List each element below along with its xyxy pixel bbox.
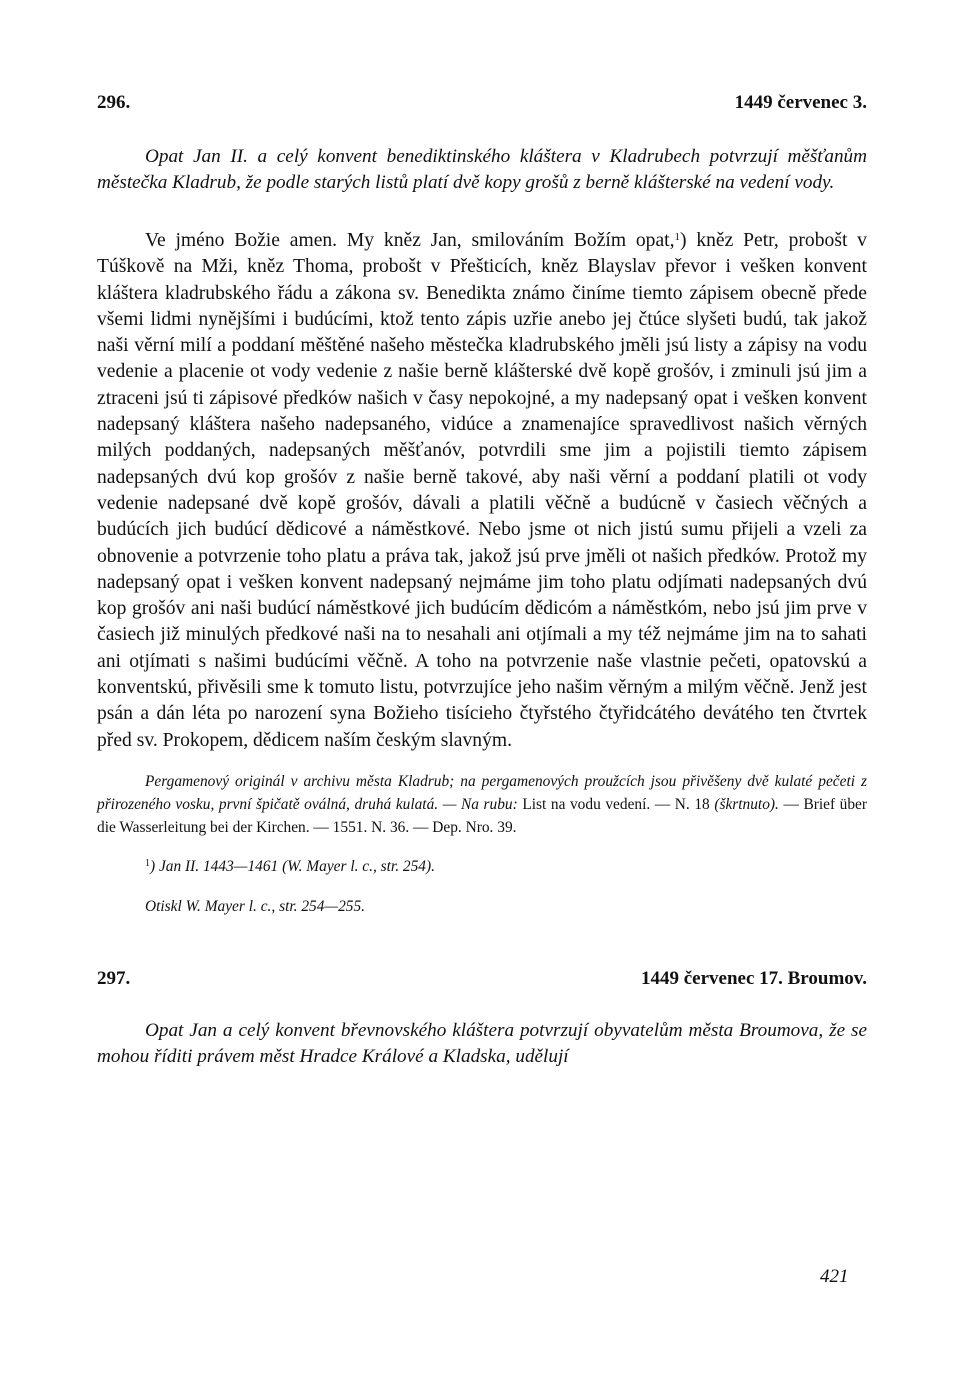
document-number: 296.: [97, 92, 131, 113]
archival-note-plain-2: — Brief über die Wasserleitung bei der Kirchen. — 1551. N. 36. — Dep. Nro. 39.: [97, 795, 867, 836]
body-text-start: Ve jméno Božie amen. My kněz Jan, smilováním Božím opat,: [145, 230, 675, 251]
edition-note: Otiskl W. Mayer l. c., str. 254—255.: [145, 897, 366, 915]
document-number-2: 297.: [97, 967, 131, 989]
footnote-text: ) Jan II. 1443—1461 (W. Mayer l. c., str. 254).: [150, 857, 435, 875]
archival-note: [97, 770, 867, 839]
archival-note-plain-1: List na vodu vedení. — N. 18: [517, 795, 715, 813]
document-date: 1449 červenec 3.: [734, 92, 867, 113]
archival-note-italic-2: (škrtnuto).: [714, 795, 779, 813]
footnote-reference: 1: [674, 231, 681, 243]
document-summary: Opat Jan II. a celý konvent benediktinského kláštera v Kladrubech potvrzují měšťanům městečka Kladrub, že podle starých listů platí dvě kopy grošů z berně klášterské na vedení vody.: [97, 146, 867, 193]
document-body: [97, 224, 867, 754]
document-date-2: 1449 červenec 17. Broumov.: [640, 967, 867, 989]
footnote: [97, 853, 867, 878]
footnote-mark: 1: [145, 857, 150, 869]
archival-note-italic-1: Pergamenový originál v archivu města Kladrub; na pergamenových proužcích jsou přivěšeny dvě kulaté pečeti z přirozeného vosku, první špičatě oválná, druhá kulatá. — Na rubu:: [97, 772, 867, 813]
page-content: [97, 92, 867, 1070]
document-summary-2: Opat Jan a celý konvent břevnovského kláštera potvrzují obyvatelům města Broumova, že se mohou říditi právem měst Hradce Králové a Kladska, udělují: [97, 1019, 867, 1067]
document-header-2: [97, 968, 867, 990]
body-text-rest: ) kněz Petr, probošt v Túškově na Mži, kněz Thoma, probošt v Přešticích, kněz Blayslav převor i vešken konvent kláštera kladrubského řádu a zákona sv. Benedikta známo činíme tiemto zápisem obecně přede všemi lidmi nynějšími i budúcími, ktož tento zápis uzřie anebo jej čtúce slyšeti budú, tak jakož naši věrní milí a poddaní měštěné našeho městečka kladrubského jměli jsú listy a zápisy na vodu vedenie a placenie ot vody vedenie z našie berně klášterské dvě kopě grošóv, i zminuli jsú jim a ztraceni jsú ti zápisové předków našich v časy nepokojné, a my nadepsaný opat i vešken konvent nadepsaný kláštera našeho nadepsaného, vidúce a znamenajíce spravedlivost našich věrných milých poddaných, nadepsaných měšťanóv, potvrdili sme jim a pojistili tiemto zápisem nadepsaných dvú kop grošóv z našie berně takové, aby naši věrní a poddaní platili ot vody vedenie nadepsané dvě kopě grošóv, dávali a platili věčně a budúcně v časiech věčných a budúcích jich budúcí dědicové a náměstkové. Nebo jsme ot nich jistú sumu přijeli a vzeli za obnovenie a potvrzenie toho platu a práva tak, jakož jsú prve jměli ot našich předków. Protož my nadepsaný opat i vešken konvent nadepsaný nejmáme jim toho platu odjímati nadepsaných dvú kop grošóv ani naši budúcí náměstkové jich budúcím dědicóm a náměstkóm, nebo jsú jim prve v časiech již minulých předkové naši na to nesahali ani otjímali a my též nejmáme jim na to sahati ani otjímati s našimi budúcími věčně. A toho na potvrzenie naše vlastnie pečeti, opatovskú a konventskú, přivěsili sme k tomuto listu, potvrzujíce jeho našim věrným a milým věčně. Jenž jest psán a dán léta po narození syna Božieho tisícieho čtyřstého čtyřidcátého devátého ten čtvrtek před sv. Prokopem, dědicem naším českým slavným.: [97, 230, 867, 751]
page-number: 421: [820, 1266, 849, 1287]
document-header: [97, 92, 867, 114]
